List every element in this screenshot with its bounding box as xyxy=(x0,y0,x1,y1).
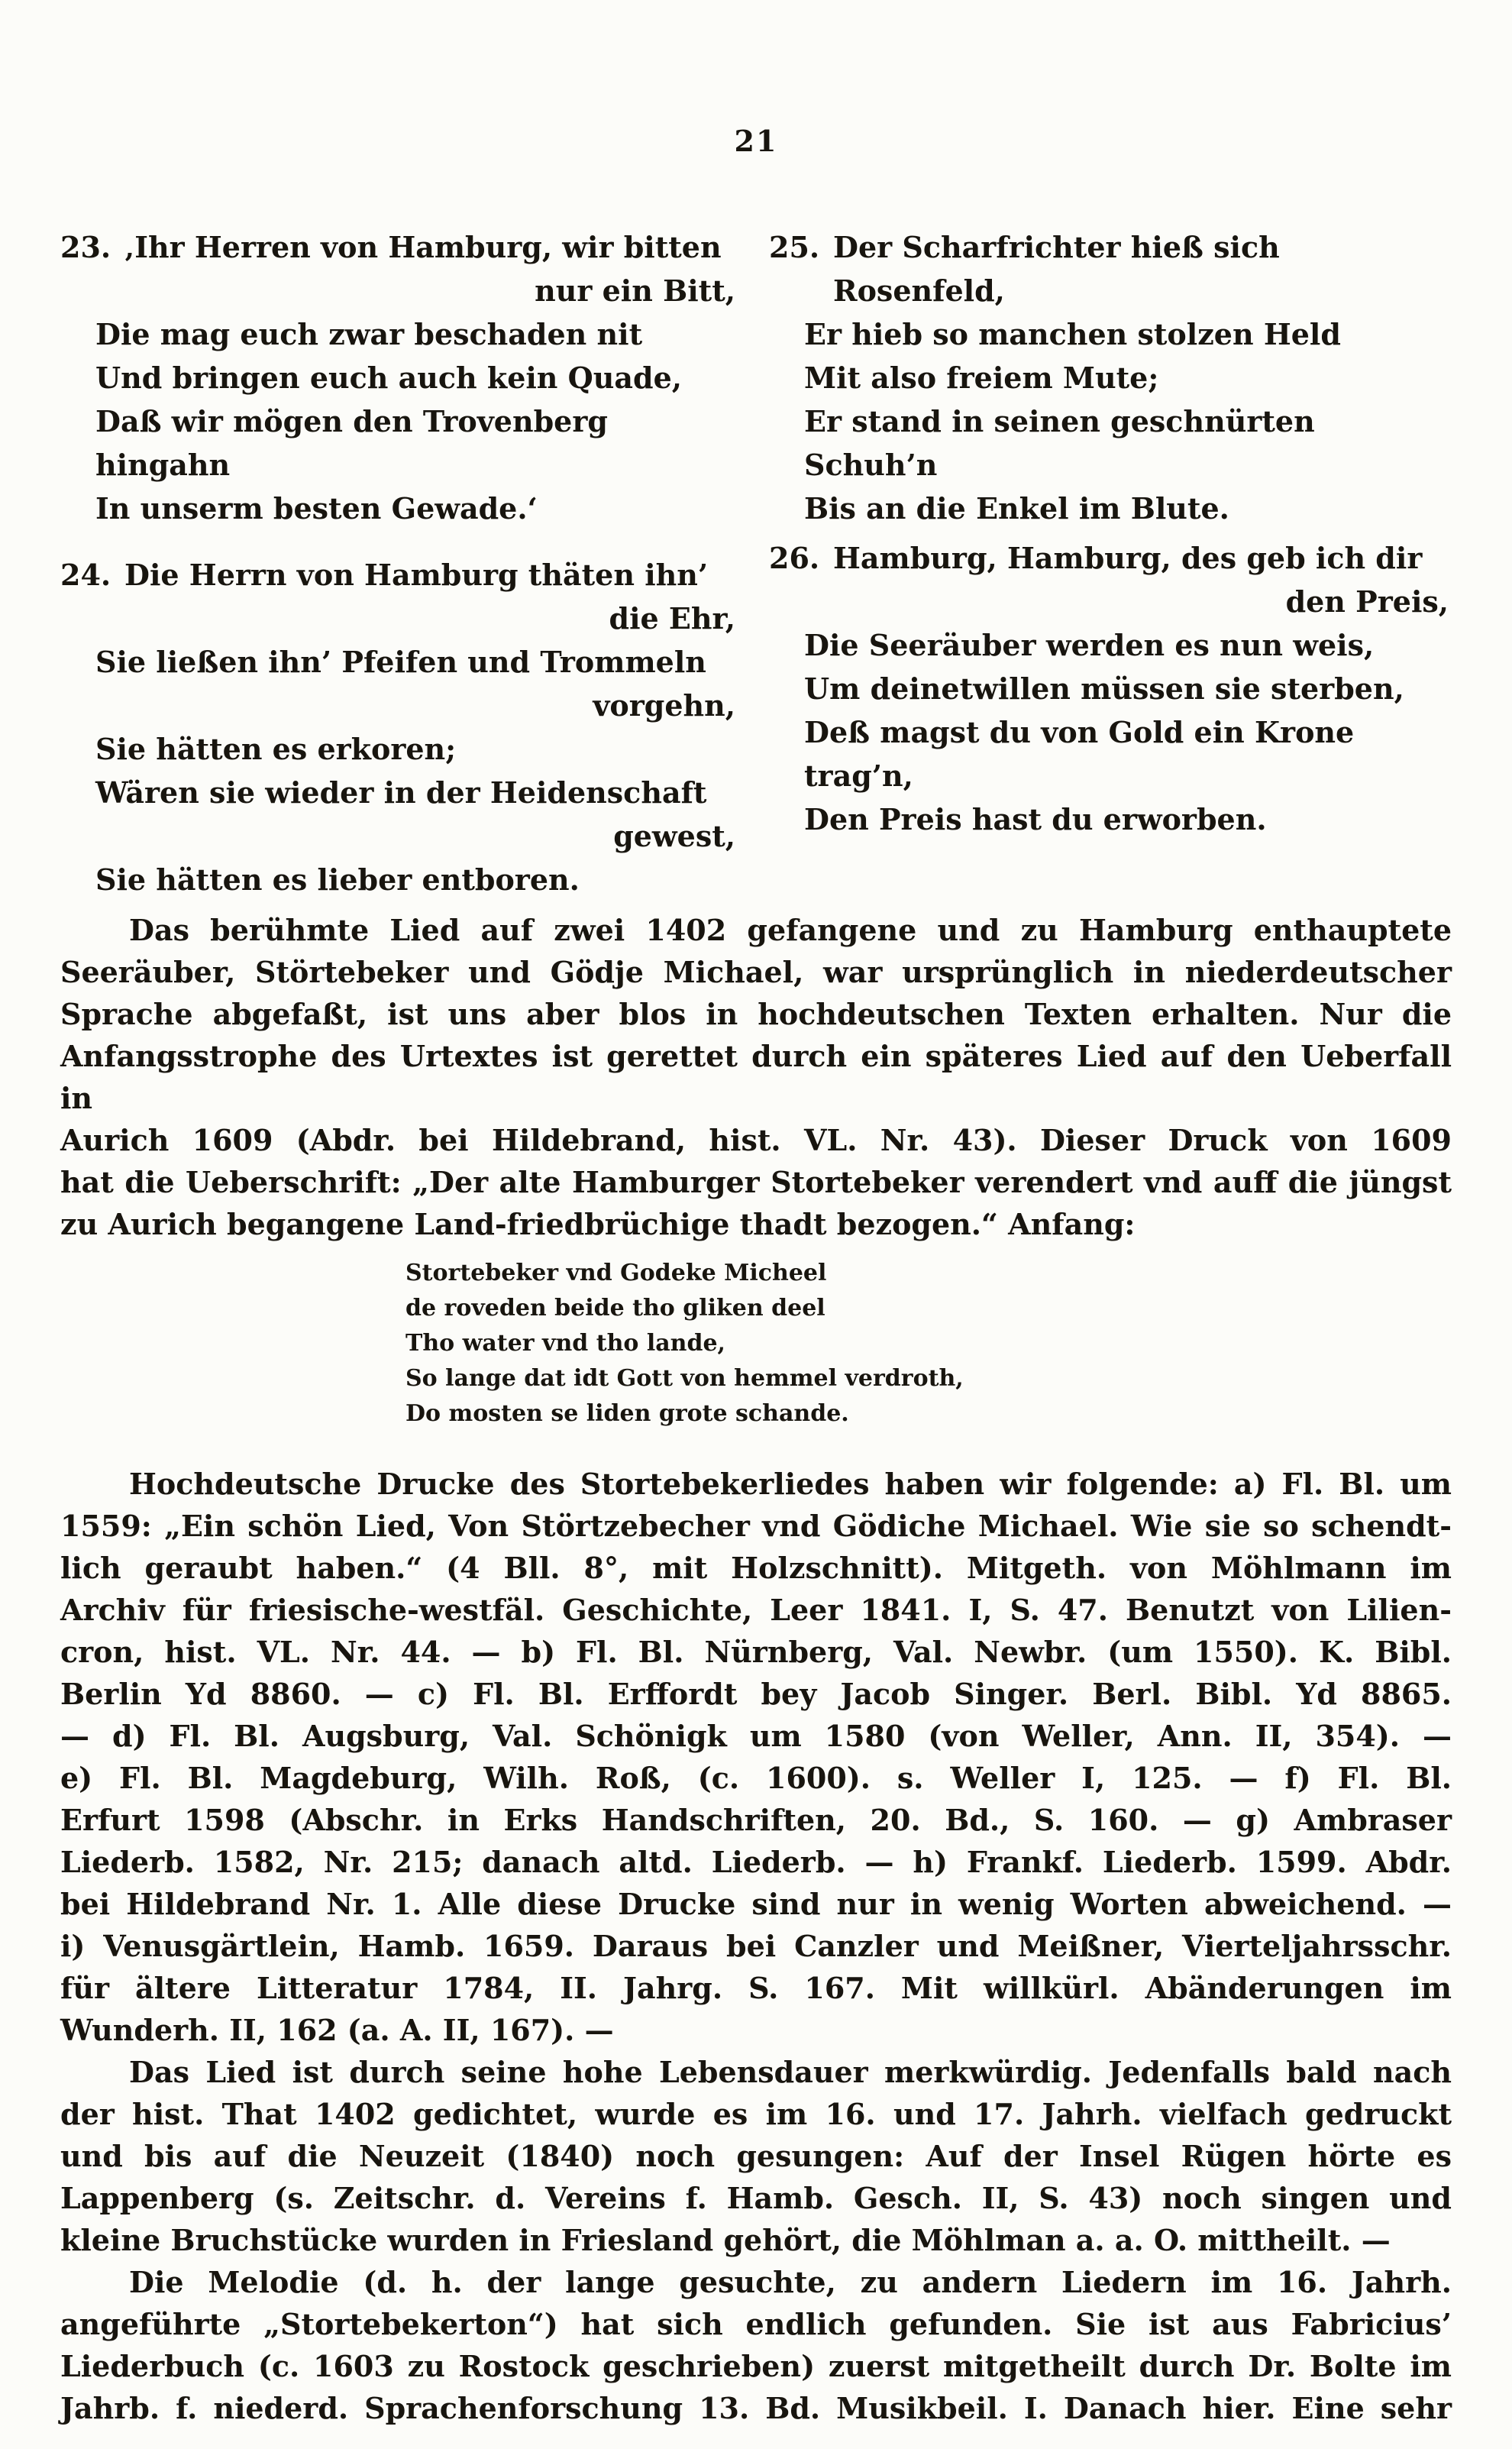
paragraph-4 xyxy=(60,2261,1452,2429)
verse-line: den Preis, xyxy=(1285,584,1449,619)
prose-line: Wunderh. II, 162 (a. A. II, 167). — xyxy=(60,2013,614,2047)
prose-line: e) Fl. Bl. Magdeburg, Wilh. Roß, (c. 1600). s. Weller I, 125. — f) Fl. Bl. xyxy=(60,1761,1452,1795)
page-content xyxy=(60,0,1452,2429)
prose-line: zu Aurich begangene Land-friedbrüchige thadt bezogen.“ Anfang: xyxy=(60,1207,1136,1241)
prose-line: Erfurt 1598 (Abschr. in Erks Handschriften, 20. Bd., S. 160. — g) Ambraser xyxy=(60,1803,1452,1837)
prose-line: der hist. That 1402 gedichtet, wurde es im 16. und 17. Jahrh. vielfach gedruckt xyxy=(60,2097,1452,2131)
verse-line: gewest, xyxy=(613,819,735,853)
quote-line: Do mosten se liden grote schande. xyxy=(405,1400,849,1427)
prose-line: Archiv für friesische-westfäl. Geschichte, Leer 1841. I, S. 47. Benutzt von Lilien- xyxy=(60,1593,1452,1627)
verse-line: nur ein Bitt, xyxy=(535,273,735,308)
verse-line: Sie hätten es erkoren; xyxy=(95,732,457,766)
prose-line: 1559: „Ein schön Lied, Von Störtzebecher vnd Gödiche Michael. Wie sie so schendt- xyxy=(60,1509,1452,1543)
verse-line: Wären sie wieder in der Heidenschaft xyxy=(95,775,707,810)
verse-line: Er hieb so manchen stolzen Held xyxy=(804,317,1341,351)
prose-line: lich geraubt haben.“ (4 Bll. 8°, mit Holzschnitt). Mitgeth. von Möhlmann im xyxy=(60,1551,1452,1585)
verse-line: Die mag euch zwar beschaden nit xyxy=(95,317,643,351)
prose-line: Berlin Yd 8860. — c) Fl. Bl. Erffordt bey Jacob Singer. Berl. Bibl. Yd 8865. xyxy=(60,1677,1452,1711)
prose-line: kleine Bruchstücke wurden in Friesland gehört, die Möhlman a. a. O. mittheilt. — xyxy=(60,2223,1391,2257)
verse-line: Er stand in seinen geschnürten Schuh’n xyxy=(804,404,1315,482)
verse-line: Sie hätten es lieber entboren. xyxy=(95,862,580,897)
verse-25 xyxy=(769,225,1452,530)
prose-line: und bis auf die Neuzeit (1840) noch gesungen: Auf der Insel Rügen hörte es xyxy=(60,2139,1452,2173)
prose-line: Seeräuber, Störtebeker und Gödje Michael, war ursprünglich in niederdeutscher xyxy=(60,955,1452,989)
verse-line: Die Seeräuber werden es nun weis, xyxy=(804,628,1375,662)
verse-line: In unserm besten Gewade.‘ xyxy=(95,491,538,526)
prose-line: angeführte „Stortebekerton“) hat sich endlich gefunden. Sie ist aus Fabricius’ xyxy=(60,2307,1452,2341)
verse-line: Um deinetwillen müssen sie sterben, xyxy=(804,671,1404,706)
verse-line: vorgehn, xyxy=(593,688,735,723)
song-column-left xyxy=(60,225,738,901)
verse-24 xyxy=(60,553,738,901)
quote-line: de roveden beide tho gliken deel xyxy=(405,1295,825,1322)
verse-26 xyxy=(769,536,1452,841)
verse-line: ‚Ihr Herren von Hamburg, wir bitten xyxy=(124,230,722,264)
prose-line: Anfangsstrophe des Urtextes ist gerettet durch ein späteres Lied auf den Ueberfall in xyxy=(60,1039,1452,1115)
prose-line: Hochdeutsche Drucke des Stortebekerliedes haben wir folgende: a) Fl. Bl. um xyxy=(129,1467,1452,1501)
verse-23 xyxy=(60,225,738,530)
quote-line: Stortebeker vnd Godeke Micheel xyxy=(405,1260,827,1286)
verse-25-number: 25. xyxy=(769,230,820,264)
prose-line: Die Melodie (d. h. der lange gesuchte, zu andern Liedern im 16. Jahrh. xyxy=(129,2265,1452,2299)
prose-line: Jahrb. f. niederd. Sprachenforschung 13. Bd. Musikbeil. I. Danach hier. Eine sehr xyxy=(60,2391,1452,2425)
song-column-right xyxy=(769,225,1452,841)
prose-line: hat die Ueberschrift: „Der alte Hamburger Stortebeker verendert vnd auff die jüngst xyxy=(60,1165,1452,1199)
prose-line: — d) Fl. Bl. Augsburg, Val. Schönigk um 1580 (von Weller, Ann. II, 354). — xyxy=(60,1719,1452,1753)
verse-line: Den Preis hast du erworben. xyxy=(804,802,1267,836)
verse-line: Bis an die Enkel im Blute. xyxy=(804,491,1229,526)
quote-line: So lange dat idt Gott von hemmel verdroth, xyxy=(405,1365,964,1392)
verse-line: Und bringen euch auch kein Quade, xyxy=(95,361,682,395)
low-german-quote xyxy=(405,1256,1452,1432)
verse-line: Mit also freiem Mute; xyxy=(804,361,1159,395)
quote-line: Tho water vnd tho lande, xyxy=(405,1330,725,1357)
prose-line: Liederb. 1582, Nr. 215; danach altd. Liederb. — h) Frankf. Liederb. 1599. Abdr. xyxy=(60,1845,1452,1879)
verse-line: die Ehr, xyxy=(609,601,735,636)
prose-line: Liederbuch (c. 1603 zu Rostock geschrieben) zuerst mitgetheilt durch Dr. Bolte im xyxy=(60,2349,1452,2383)
prose-line: Das Lied ist durch seine hohe Lebensdauer merkwürdig. Jedenfalls bald nach xyxy=(129,2055,1452,2089)
prose-line: Aurich 1609 (Abdr. bei Hildebrand, hist. VL. Nr. 43). Dieser Druck von 1609 xyxy=(60,1123,1452,1157)
commentary xyxy=(60,909,1452,2429)
verse-line: Der Scharfrichter hieß sich Rosenfeld, xyxy=(833,230,1280,308)
paragraph-1 xyxy=(60,909,1452,1245)
verse-23-number: 23. xyxy=(60,230,111,264)
prose-line: Sprache abgefaßt, ist uns aber blos in hochdeutschen Texten erhalten. Nur die xyxy=(60,997,1452,1031)
prose-line: bei Hildebrand Nr. 1. Alle diese Drucke sind nur in wenig Worten abweichend. — xyxy=(60,1887,1452,1921)
prose-line: Das berühmte Lied auf zwei 1402 gefangene und zu Hamburg enthauptete xyxy=(129,913,1452,947)
paragraph-3 xyxy=(60,2051,1452,2261)
verse-line: Sie ließen ihn’ Pfeifen und Trommeln xyxy=(95,645,706,679)
prose-line: für ältere Litteratur 1784, II. Jahrg. S. 167. Mit willkürl. Abänderungen im xyxy=(60,1971,1452,2005)
prose-line: i) Venusgärtlein, Hamb. 1659. Daraus bei Canzler und Meißner, Vierteljahrsschr. xyxy=(60,1929,1452,1963)
verse-24-number: 24. xyxy=(60,558,111,592)
verse-line: Hamburg, Hamburg, des geb ich dir xyxy=(833,541,1423,575)
verse-26-number: 26. xyxy=(769,541,820,575)
paragraph-2 xyxy=(60,1463,1452,2051)
song-columns xyxy=(60,225,1452,901)
page-number: 21 xyxy=(734,124,778,158)
verse-line: Deß magst du von Gold ein Krone trag’n, xyxy=(804,715,1355,793)
prose-line: cron, hist. VL. Nr. 44. — b) Fl. Bl. Nürnberg, Val. Newbr. (um 1550). K. Bibl. xyxy=(60,1635,1452,1669)
verse-line: Die Herrn von Hamburg thäten ihn’ xyxy=(124,558,709,592)
verse-line: Daß wir mögen den Trovenberg hingahn xyxy=(95,404,608,482)
prose-line: Lappenberg (s. Zeitschr. d. Vereins f. Hamb. Gesch. II, S. 43) noch singen und xyxy=(60,2181,1452,2215)
